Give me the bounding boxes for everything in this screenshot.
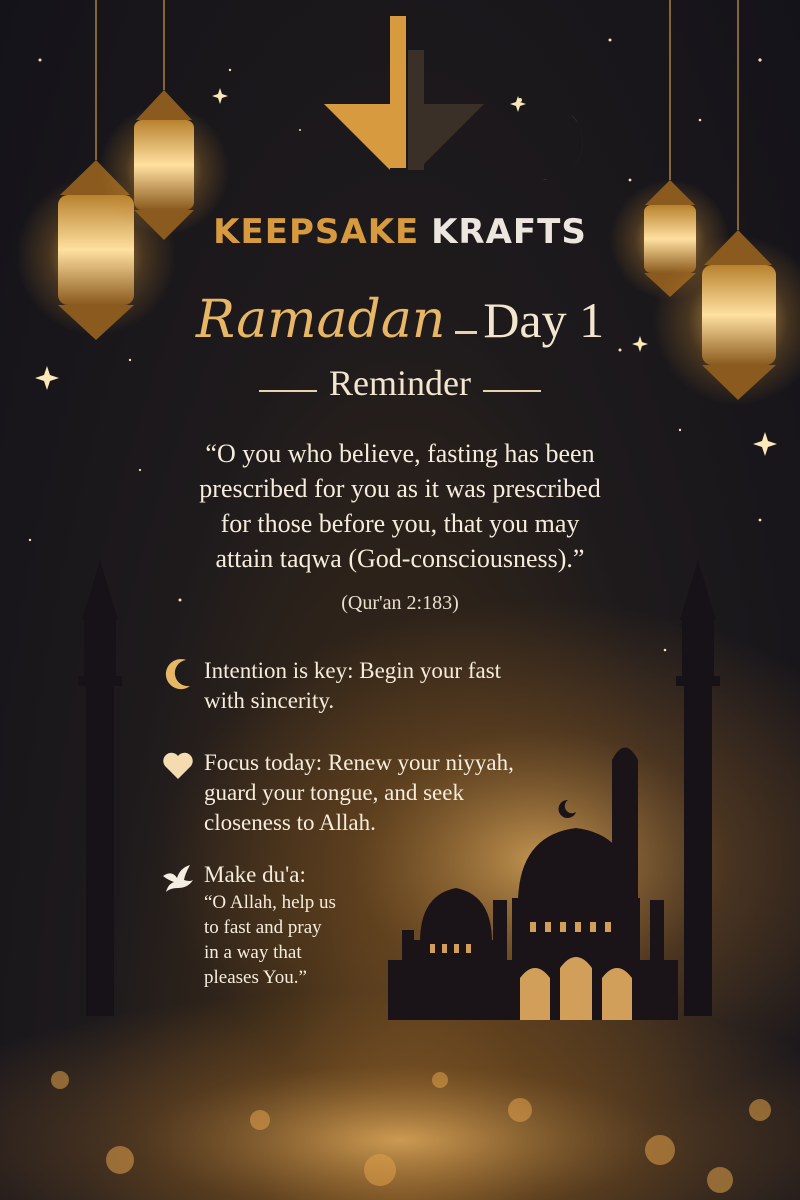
point-heading: Make du'a: — [204, 862, 306, 887]
brand-name — [0, 212, 800, 252]
verse-line: for those before you, that you may — [220, 509, 580, 538]
point-intention — [160, 656, 560, 716]
point-focus — [160, 748, 560, 838]
point-text: with sincerity. — [204, 688, 335, 713]
subtitle-rule-left — [259, 390, 317, 392]
dua-line: to fast and pray — [204, 917, 322, 938]
verse-reference: (Qur'an 2:183) — [341, 592, 459, 614]
point-dua — [160, 860, 560, 990]
point-text: Focus today: Renew your niyyah, — [204, 750, 514, 775]
dua-line: in a way that — [204, 942, 302, 963]
title-dash — [455, 331, 477, 334]
keepsake-krafts-logo-icon — [318, 14, 486, 172]
point-text: guard your tongue, and seek — [204, 780, 464, 805]
dua-line: “O Allah, help us — [204, 892, 336, 913]
subtitle-reminder: Reminder — [329, 363, 471, 403]
brand-name-krafts: KRAFTS — [431, 212, 587, 252]
page-title — [0, 290, 800, 350]
brand-name-keepsake: KEEPSAKE — [213, 212, 420, 252]
title-day: Day 1 — [483, 292, 605, 348]
crescent-icon — [160, 656, 196, 692]
subtitle-rule-right — [483, 390, 541, 392]
heart-icon — [160, 748, 196, 784]
subtitle — [0, 362, 800, 404]
moon-crescent — [522, 112, 583, 180]
dua-line: pleases You.” — [204, 967, 307, 988]
verse-line: prescribed for you as it was prescribed — [199, 474, 601, 503]
verse-line: “O you who believe, fasting has been — [205, 439, 595, 468]
title-ramadan: Ramadan — [195, 290, 446, 350]
dove-icon — [160, 860, 196, 896]
point-text: Intention is key: Begin your fast — [204, 658, 502, 683]
verse-quote — [150, 436, 650, 576]
verse-line: attain taqwa (God-consciousness).” — [215, 544, 585, 573]
point-text: closeness to Allah. — [204, 810, 376, 835]
minaret-left — [78, 560, 122, 1016]
lantern-left-small — [99, 0, 229, 240]
